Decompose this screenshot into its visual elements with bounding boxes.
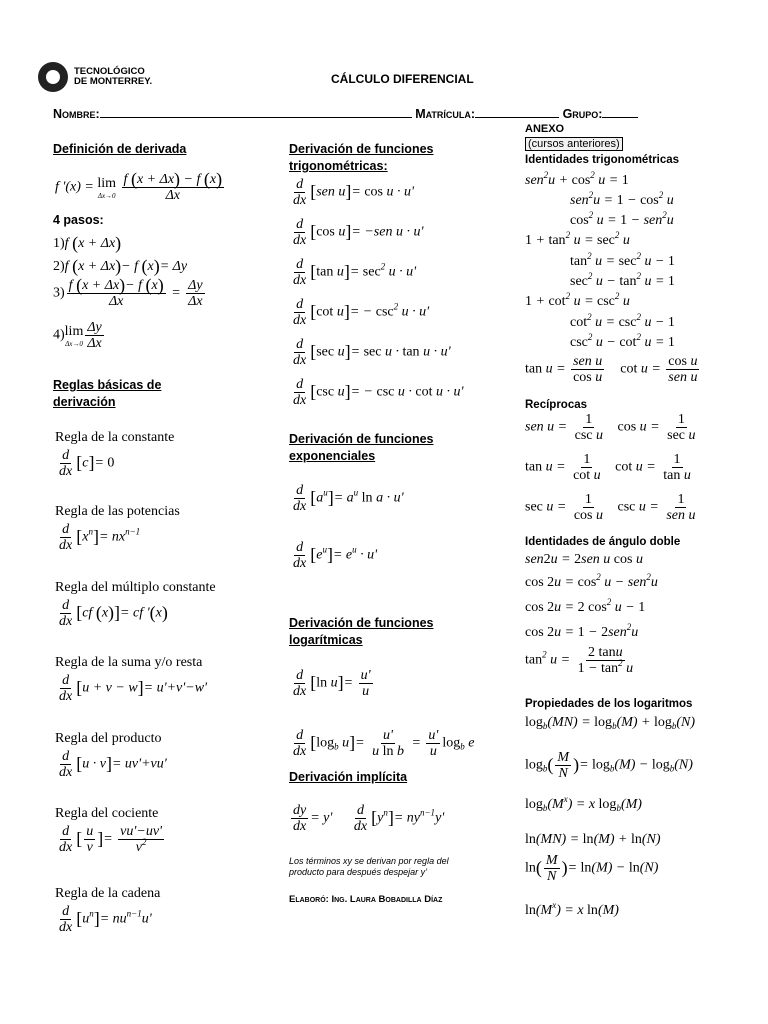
ln-prop-power: $\ln(M^x) = x$ ln(M) <box>525 900 619 918</box>
step-1: 1)f (x + Δx) <box>53 233 122 253</box>
steps-heading: 4 pasos: <box>53 213 104 227</box>
implicit-note-l2: producto para después despejar y’ <box>289 867 428 877</box>
matricula-field[interactable] <box>475 105 559 118</box>
pyth-3: $1 + \cot^2 u = \csc^2 u$ <box>525 291 630 309</box>
nombre-field[interactable] <box>100 105 412 118</box>
deriv-log-b: $\frac{d}{dx}$ [$\log_b$ u]= $\frac{u'}{\text{u ln b}}$ = $\frac{u'}{u}$ $\log_b e$ <box>293 728 475 759</box>
double-tan: $\tan^2 u$ = $\frac{2 \tan u}{1 - \tan^2 u}$ <box>525 645 634 676</box>
log-heading <box>289 615 433 649</box>
log-heading-l2: logarítmicas <box>289 633 363 647</box>
step-3: 3) $\frac{f (x + \Delta x)- f (x)}{\Delta x}$ = $\frac{\Delta y}{\Delta x}$ <box>53 275 203 309</box>
ident-heading: Identidades trigonométricas <box>525 154 680 166</box>
implicit-note <box>289 856 449 878</box>
deriv-csc: $\frac{d}{dx}$ [csc u]= − csc u · cot u · u' <box>293 377 464 408</box>
double-cos-3: cos 2u = 1 − 2sen$^2$u <box>525 622 639 640</box>
rule-constant-label: Regla de la constante <box>55 430 175 445</box>
double-sin: sen2u = 2sen u cos u <box>525 552 643 567</box>
log-props-heading: Propiedades de los logaritmos <box>525 698 693 710</box>
rule-quotient-label: Regla del cociente <box>55 806 159 821</box>
pyth-1a: $sen^2u = 1 - \cos^2 u$ <box>570 190 674 208</box>
seal-icon <box>38 62 68 92</box>
rule-chain-label: Regla de la cadena <box>55 886 161 901</box>
deriv-ln: $\frac{d}{dx}$ [ln u]= $\frac{u'}{u}$ <box>293 668 371 699</box>
deriv-tan: $\frac{d}{dx}$ [tan $u]= \sec^2 u \cdot u'$ <box>293 257 417 288</box>
log-prop-product: $\log_b(MN) = \log_b(M) + \log_b(N)$ <box>525 715 696 731</box>
doc-title: CÁLCULO DIFERENCIAL <box>331 72 474 86</box>
log-prop-power: $\log_b(M^x) = x$ $\log_b(M)$ <box>525 794 642 813</box>
quotient-identities: tan u = $\frac{\text{sen u}}{\text{cos u}}$ cot u = $\frac{\text{cos u}}{\text{sen u}}$ <box>525 354 698 385</box>
rules-heading-l2: derivación <box>53 395 116 409</box>
rule-product-formula: $\frac{d}{dx}$ [u · v]= uv'+vu' <box>59 749 167 780</box>
double-heading: Identidades de ángulo doble <box>525 536 681 548</box>
rule-product-label: Regla del producto <box>55 731 162 746</box>
step-4: 4) lim Δx→0 $\frac{\Delta y}{\Delta x}$ <box>53 320 102 351</box>
recip-heading: Recíprocas <box>525 399 588 411</box>
recip-1: sen u = $\frac{1}{\text{csc u}}$ cos u = $\frac{1}{\text{sec u}}$ <box>525 412 696 443</box>
deriv-e-pow-u: $\frac{d}{dx}$ $[e^u]= e^u \cdot u'$ <box>293 540 378 571</box>
logo-line1: TECNOLÓGICO <box>74 66 145 77</box>
rule-constant-formula: $\frac{d}{dx}$ [c]= 0 <box>59 448 115 479</box>
grupo-label: Grupo: <box>562 107 603 121</box>
deriv-sin: $\frac{d}{dx}$ [sen u]= cos u · u' <box>293 177 415 208</box>
nombre-label: Nombre: <box>53 107 100 121</box>
deriv-sec: $\frac{d}{dx}$ [sec u]= sec u · tan u · u' <box>293 337 451 368</box>
ln-prop-product: ln(MN) = ln(M) + ln(N) <box>525 832 661 847</box>
rule-chain-formula: $\frac{d}{dx}$ $[u^n]= nu^{n-1}u'$ <box>59 904 152 935</box>
exp-heading <box>289 431 433 465</box>
pyth-1b: $\cos^2 u = 1 - sen^2u$ <box>570 210 674 228</box>
pyth-2b: $\sec^2 u - \tan^2 u = 1$ <box>570 271 675 289</box>
pyth-2a: $\tan^2 u = \sec^2 u - 1$ <box>570 251 675 269</box>
rule-sum-label: Regla de la suma y/o resta <box>55 655 203 670</box>
deriv-implicit: $\frac{dy}{dx}$ = y' $\frac{d}{dx}$ $[y^n]= ny^{n-1}y'$ <box>293 803 445 834</box>
grupo-field[interactable] <box>602 105 638 118</box>
rule-multiple-formula: $\frac{d}{dx}$ [cf (x)]= cf '(x) <box>59 598 168 629</box>
cursos-label: (cursos anteriores) <box>525 137 623 151</box>
trig-heading <box>289 141 433 175</box>
rule-power-label: Regla de las potencias <box>55 504 180 519</box>
ln-prop-quotient: ln( $\frac{M}{N}$ )= ln(M) − ln(N) <box>525 853 659 884</box>
pyth-1: $sen^2u + \cos^2 u = 1$ <box>525 170 629 188</box>
logo-line2: DE MONTERREY. <box>74 76 153 87</box>
rule-multiple-label: Regla del múltiplo constante <box>55 580 216 595</box>
anexo-label: ANEXO <box>525 123 565 135</box>
deriv-cos: $\frac{d}{dx}$ [cos u]= −sen u · u' <box>293 217 424 248</box>
step-2: 2)f (x + Δx)− f (x)= Δy <box>53 256 188 276</box>
log-heading-l1: Derivación de funciones <box>289 616 434 630</box>
pyth-3a: $\cot^2 u = \csc^2 u - 1$ <box>570 312 675 330</box>
rule-quotient-formula: $\frac{d}{dx}$ [ $\frac{u}{v}$ ]= $\frac{vu'-uv'}{v^2}$ <box>59 824 163 855</box>
rule-power-formula: $\frac{d}{dx}$ $[x^n]= nx^{n-1}$ <box>59 522 141 553</box>
deriv-a-pow-u: $\frac{d}{dx}$ $[a^u]= a^u$ ln a · u' <box>293 483 404 514</box>
def-heading: Definición de derivada <box>53 142 187 156</box>
double-cos-1: $\cos 2u = \cos^2 u - sen^2u$ <box>525 572 658 590</box>
impl-heading: Derivación implícita <box>289 770 408 784</box>
rules-heading-l1: Reglas básicas de <box>53 378 162 392</box>
exp-heading-l1: Derivación de funciones <box>289 432 434 446</box>
double-cos-2: cos 2u = 2 $\cos^2 u - 1$ <box>525 597 646 615</box>
rule-sum-formula: $\frac{d}{dx}$ [u + v − w]= u'+v'−w' <box>59 673 208 704</box>
author: Elaboró: Ing. Laura Bobadilla Díaz <box>289 894 443 905</box>
derivative-definition: f '(x) = lim Δx→0 $\frac{f (x + \Delta x) - f (x)}{\Delta x}$ <box>55 169 223 203</box>
tec-logo <box>38 62 152 92</box>
rules-heading <box>53 377 161 411</box>
exp-heading-l2: exponenciales <box>289 449 376 463</box>
pyth-2: $1 + \tan^2 u = \sec^2 u$ <box>525 230 630 248</box>
deriv-cot: $\frac{d}{dx}$ [cot $u]= - \csc^2 u \cdot u'$ <box>293 297 430 328</box>
trig-heading-l1: Derivación de funciones <box>289 142 434 156</box>
recip-3: sec u = $\frac{1}{\text{cos u}}$ csc u = $\frac{1}{\text{sen u}}$ <box>525 492 696 523</box>
implicit-note-l1: Los términos xy se derivan por regla del <box>289 856 449 866</box>
student-info-row <box>53 105 693 121</box>
pyth-3b: $\csc^2 u - \cot^2 u = 1$ <box>570 332 675 350</box>
recip-2: tan u = $\frac{1}{\text{cot u}}$ cot u = $\frac{1}{\text{tan u}}$ <box>525 452 691 483</box>
trig-heading-l2: trigonométricas: <box>289 159 388 173</box>
matricula-label: Matrícula: <box>415 107 476 121</box>
log-prop-quotient: $\log_b$( $\frac{M}{N}$ )= $\log_b(M) - \log_b(N)$ <box>525 750 693 781</box>
